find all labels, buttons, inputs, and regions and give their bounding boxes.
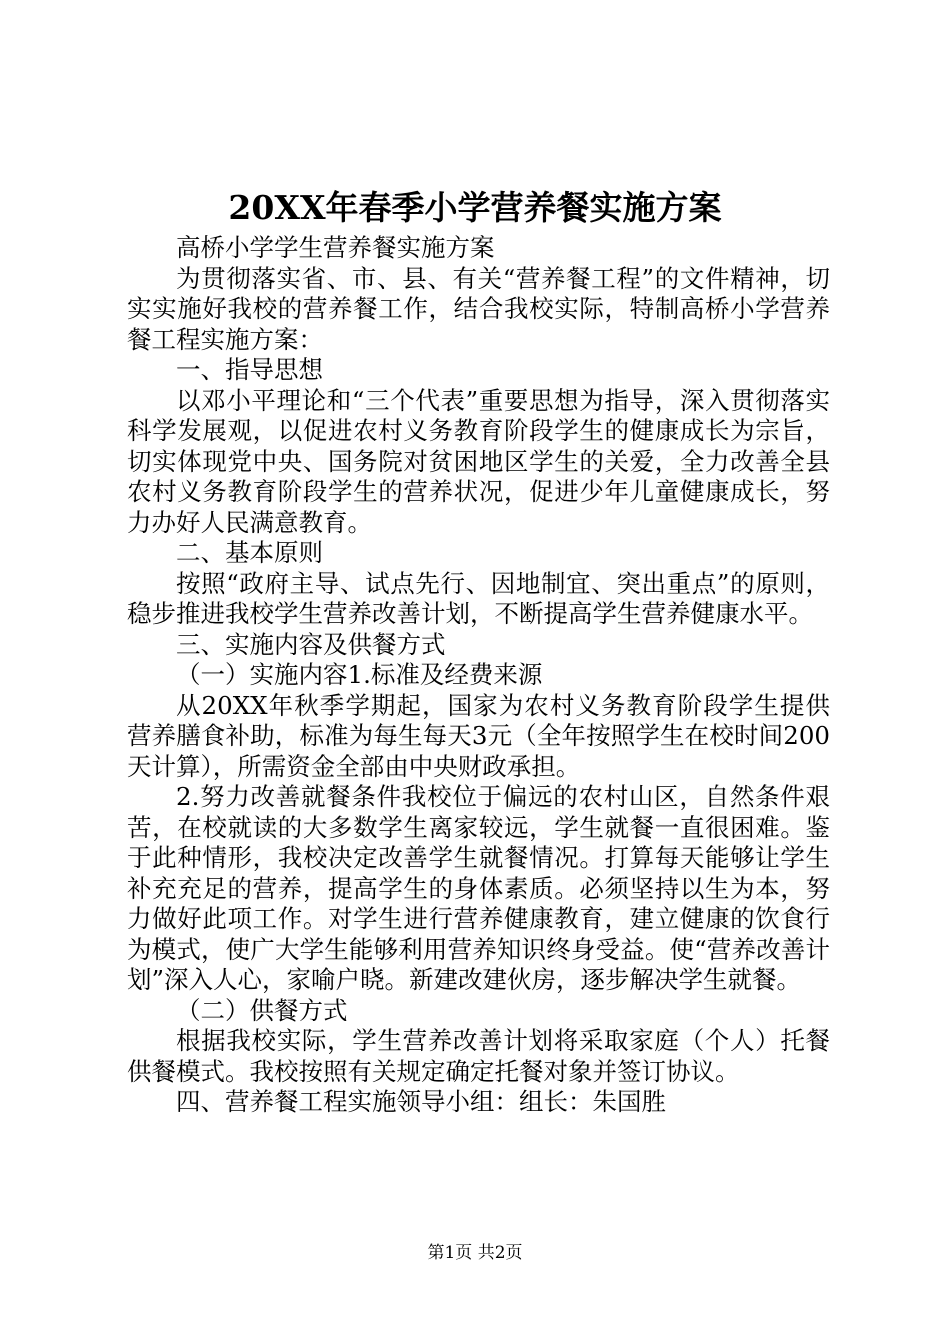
paragraph-subtitle: 高桥小学学生营养餐实施方案 bbox=[176, 233, 495, 262]
paragraph-intro: 为贯彻落实省、市、县、有关“营养餐工程”的文件精神，切实实施好我校的营养餐工作，结合我校实际，特制高桥小学营养餐工程实施方案： bbox=[127, 263, 830, 354]
section-heading-guiding-thought: 一、指导思想 bbox=[176, 355, 323, 384]
subsection-heading-meal-method: （二）供餐方式 bbox=[176, 995, 348, 1025]
section-heading-basic-principles: 二、基本原则 bbox=[176, 538, 323, 567]
paragraph-meal-method: 根据我校实际，学生营养改善计划将采取家庭（个人）托餐供餐模式。我校按照有关规定确定托餐对象并签订协议。 bbox=[127, 1026, 830, 1086]
document-body bbox=[127, 233, 830, 1118]
paragraph-funding: 从20XX年秋季学期起，国家为农村义务教育阶段学生提供营养膳食补助，标准为每生每天3元（全年按照学生在校时间200天计算），所需资金全部由中央财政承担。 bbox=[127, 690, 830, 781]
section-heading-leadership-group: 四、营养餐工程实施领导小组：组长：朱国胜 bbox=[176, 1087, 666, 1116]
section-heading-implementation: 三、实施内容及供餐方式 bbox=[176, 629, 446, 659]
paragraph-dining-conditions: 2.努力改善就餐条件我校位于偏远的农村山区，自然条件艰苦，在校就读的大多数学生离家较远，学生就餐一直很困难。鉴于此种情形，我校决定改善学生就餐情况。打算每天能够让学生补充充足的营养，提高学生的身体素质。必须坚持以生为本，努力做好此项工作。对学生进行营养健康教育，建立健康的饮食行为模式，使广大学生能够利用营养知识终身受益。使“营养改善计划”深入人心，家喻户晓。新建改建伙房，逐步解决学生就餐。 bbox=[127, 782, 830, 994]
paragraph-basic-principles: 按照“政府主导、试点先行、因地制宜、突出重点”的原则，稳步推进我校学生营养改善计划，不断提高学生营养健康水平。 bbox=[127, 568, 830, 628]
subsection-heading-content: （一）实施内容1.标准及经费来源 bbox=[176, 660, 543, 689]
document-title: 20XX年春季小学营养餐实施方案 bbox=[228, 188, 722, 227]
page-footer: 第1页 共2页 bbox=[427, 1243, 523, 1263]
paragraph-guiding-thought: 以邓小平理论和“三个代表”重要思想为指导，深入贯彻落实科学发展观，以促进农村义务教育阶段学生的健康成长为宗旨，切实体现党中央、国务院对贫困地区学生的关爱，全力改善全县农村义务教育阶段学生的营养状况，促进少年儿童健康成长，努力办好人民满意教育。 bbox=[127, 385, 830, 537]
